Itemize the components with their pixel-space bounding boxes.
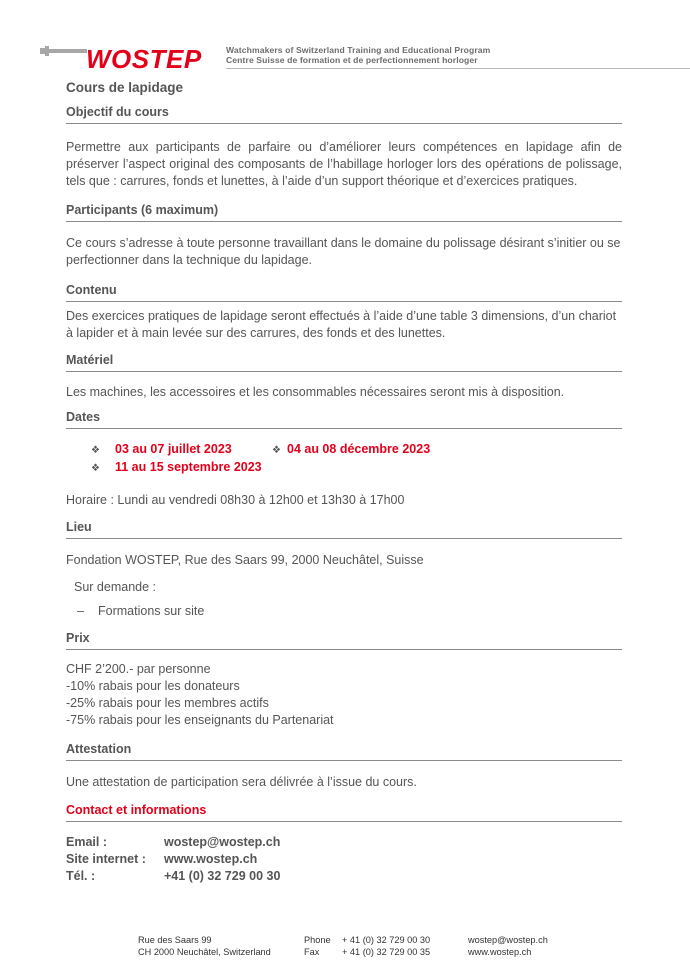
document-body: [66, 80, 622, 886]
footer-website-link[interactable]: www.wostep.ch: [468, 947, 532, 957]
header-tagline: [226, 45, 490, 65]
header-divider: [226, 68, 690, 69]
email-link[interactable]: wostep@wostep.ch: [164, 835, 281, 849]
wostep-logo: [38, 40, 214, 74]
section-heading-lieu: Lieu: [66, 520, 622, 539]
date-item: ❖ 04 au 08 décembre 2023: [272, 442, 431, 456]
diamond-bullet-icon: ❖: [91, 445, 100, 456]
lieu-on-demand: Sur demande :: [74, 580, 156, 594]
contact-row-website: Site internet : www.wostep.ch: [66, 852, 258, 866]
section-heading-materiel: Matériel: [66, 353, 622, 372]
logo-wordmark: WOSTEP: [86, 44, 202, 74]
prix-line: -75% rabais pour les enseignants du Partenariat: [66, 713, 334, 727]
contact-row-phone: Tél. : +41 (0) 32 729 00 30: [66, 869, 281, 883]
date-item: ❖ 03 au 07 juillet 2023: [91, 442, 232, 456]
section-heading-objectif: Objectif du cours: [66, 105, 622, 124]
page-footer: [0, 934, 690, 964]
section-heading-contenu: Contenu: [66, 283, 622, 302]
lieu-address: Fondation WOSTEP, Rue des Saars 99, 2000 Neuchâtel, Suisse: [66, 553, 424, 567]
objectif-text: Permettre aux participants de parfaire ou d’améliorer leurs compétences en lapidage afin de préserver l’aspect original des composants de l’habillage horloger lors des opérations de polissage, tels que : carrures, fonds et lunettes, à l’aide d’un support théorique et d’exercices pratiques.: [66, 140, 622, 188]
dates-list: [66, 442, 622, 478]
footer-contact: [468, 934, 548, 958]
section-heading-participants: Participants (6 maximum): [66, 203, 622, 222]
dash-bullet-icon: –: [77, 604, 84, 618]
horaire-text: Horaire : Lundi au vendredi 08h30 à 12h00 et 13h30 à 17h00: [66, 493, 405, 507]
footer-phone-labels: Phone Fax: [304, 935, 331, 957]
participants-text: Ce cours s’adresse à toute personne travaillant dans le domaine du polissage désirant s’initier ou se perfectionner dans la technique du lapidage.: [66, 236, 621, 267]
lieu-option: – Formations sur site: [66, 604, 622, 619]
section-heading-attestation: Attestation: [66, 742, 622, 761]
section-heading-prix: Prix: [66, 631, 622, 650]
phone-number: +41 (0) 32 729 00 30: [164, 869, 281, 883]
footer-email-link[interactable]: wostep@wostep.ch: [468, 935, 548, 945]
contenu-text: Des exercices pratiques de lapidage seront effectués à l’aide d’une table 3 dimensions, d’un chariot à lapider et à main levée sur des carrures, des fonds et des lunettes.: [66, 309, 617, 340]
footer-address: Rue des Saars 99 CH 2000 Neuchâtel, Switzerland: [138, 935, 271, 957]
date-item: ❖ 11 au 15 septembre 2023: [91, 460, 262, 474]
prix-line: CHF 2’200.- par personne: [66, 662, 211, 676]
website-link[interactable]: www.wostep.ch: [164, 852, 258, 866]
section-heading-dates: Dates: [66, 410, 622, 429]
diamond-bullet-icon: ❖: [91, 463, 100, 474]
contact-row-email: Email : wostep@wostep.ch: [66, 835, 281, 849]
prix-line: -10% rabais pour les donateurs: [66, 679, 240, 693]
materiel-text: Les machines, les accessoires et les consommables nécessaires seront mis à disposition.: [66, 385, 565, 399]
prix-line: -25% rabais pour les membres actifs: [66, 696, 269, 710]
page-header: [38, 40, 670, 76]
diamond-bullet-icon: ❖: [272, 445, 281, 456]
footer-phone-numbers: + 41 (0) 32 729 00 30 + 41 (0) 32 729 00 35: [342, 935, 431, 957]
tagline-english: Watchmakers of Switzerland Training and Educational Program: [226, 45, 491, 55]
page-title: Cours de lapidage: [66, 80, 184, 95]
attestation-text: Une attestation de participation sera délivrée à l’issue du cours.: [66, 775, 417, 789]
tagline-french: Centre Suisse de formation et de perfectionnement horloger: [226, 55, 478, 65]
section-heading-contact: Contact et informations: [66, 803, 622, 822]
